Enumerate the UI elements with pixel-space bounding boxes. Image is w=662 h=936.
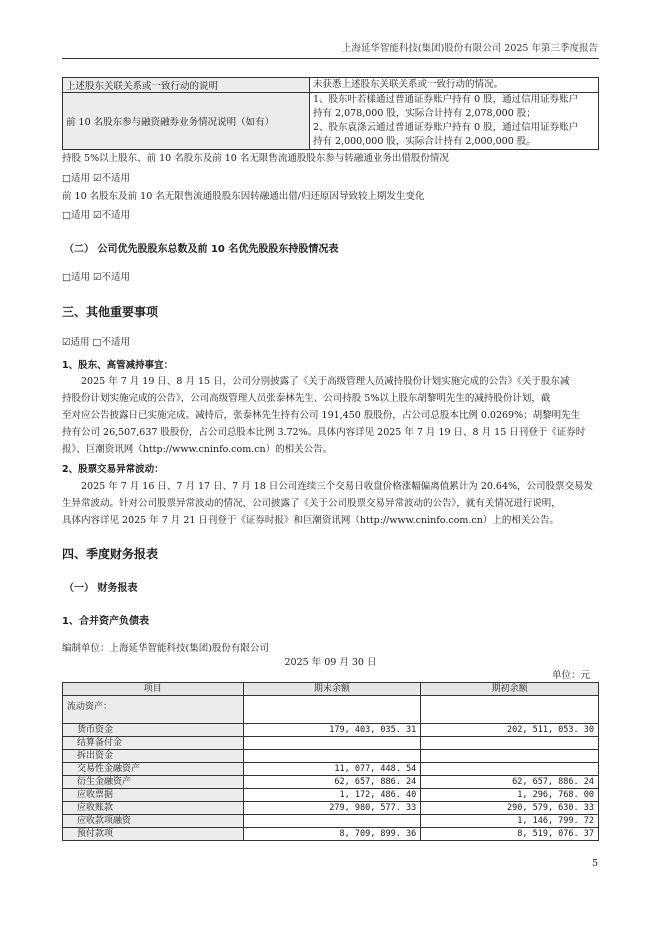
preferred-option: □适用 ☑不适用	[62, 272, 131, 283]
section3-heading: 三、其他重要事项	[62, 305, 159, 319]
table-row	[63, 750, 599, 763]
item2-title: 2、股票交易异常波动：	[62, 464, 164, 475]
section4-heading: 四、季度财务报表	[62, 547, 159, 561]
item1-paragraph	[62, 373, 598, 458]
row-label: 结算备付金	[63, 737, 244, 750]
text-line: 持有 2,000,000 股，实际合计持有 2,000,000 股。	[313, 136, 536, 147]
end-balance	[243, 737, 421, 750]
end-balance: 8, 709, 899. 36	[243, 828, 421, 841]
begin-balance	[421, 737, 599, 750]
report-date: 2025 年 09 月 30 日	[284, 657, 377, 668]
group-label: 流动资产：	[63, 696, 244, 724]
begin-balance: 62, 657, 886. 24	[421, 776, 599, 789]
item2-paragraph	[62, 478, 598, 529]
table-row	[63, 828, 599, 841]
item1-title: 1、股东、高管减持事宜：	[62, 360, 174, 371]
compiler-label: 编制单位：上海延华智能科技(集团)股份有限公司	[62, 643, 269, 654]
column-header: 项目	[63, 683, 244, 696]
table-cell-value	[310, 93, 599, 150]
table-row	[63, 696, 599, 724]
text-line: 1、股东叶若樣通过普通证券账户持有 0 股，通过信用证券账户	[313, 94, 579, 105]
text-line: 生异常波动。针对公司股票异常波动的情况，公司披露了《关于公司股票交易异常波动的公告》，就有关情况进行说明，	[62, 498, 561, 509]
table-row	[63, 802, 599, 815]
change-option: □适用 ☑不适用	[62, 210, 131, 221]
table-cell-value: 未获悉上述股东关联关系或一致行动的情况。	[310, 78, 599, 93]
text-line: 持股份计划实施完成的公告》，公司高级管理人员张泰林先生、公司持股 5%以上股东胡黎明先生的减持股份计划，截	[62, 393, 551, 404]
header-divider	[62, 58, 599, 59]
end-balance: 62, 657, 886. 24	[243, 776, 421, 789]
text-line: 报》、巨潮资讯网（http://www.cninfo.com.cn）的相关公告。	[62, 444, 333, 455]
text-line: 2025 年 7 月 19 日、8 月 15 日，公司分别披露了《关于高级管理人员减持股份计划实施完成的公告》《关于股东减	[81, 376, 570, 387]
preferred-heading: （二） 公司优先股股东总数及前 10 名优先股股东持股情况表	[64, 244, 339, 255]
row-label: 应收款项融资	[63, 815, 244, 828]
row-label: 衍生金融资产	[63, 776, 244, 789]
end-balance: 279, 980, 577. 33	[243, 802, 421, 815]
begin-balance: 290, 579, 630. 33	[421, 802, 599, 815]
table-row	[63, 789, 599, 802]
page-number: 5	[592, 858, 599, 869]
balance-sheet-heading: 1、合并资产负债表	[62, 616, 149, 627]
end-balance	[243, 815, 421, 828]
table-cell	[243, 696, 421, 724]
begin-balance: 8, 519, 076. 37	[421, 828, 599, 841]
text-line: 持有公司 26,507,637 股股份，占公司总股本比例 3.72%。具体内容详见 2025 年 7 月 19 日、8 月 15 日刊登于《证券时	[62, 427, 586, 438]
holder-relation-table	[62, 77, 599, 150]
column-header: 期初余额	[421, 683, 599, 696]
end-balance: 179, 403, 035. 31	[243, 724, 421, 737]
row-label: 应收账款	[63, 802, 244, 815]
column-header: 期末余额	[243, 683, 421, 696]
row-label: 交易性金融资产	[63, 763, 244, 776]
table-row	[63, 737, 599, 750]
table-row	[63, 763, 599, 776]
end-balance: 1, 172, 486. 40	[243, 789, 421, 802]
unit-label: 单位：元	[551, 670, 590, 681]
financial-statements-heading: （一） 财务报表	[64, 583, 138, 594]
table-row	[63, 78, 599, 93]
change-title: 前 10 名股东及前 10 名无限售流通股股东因转融通出借/归还原因导致较上期发生变化	[62, 191, 425, 202]
lending-title: 持股 5%以上股东、前 10 名股东及前 10 名无限售流通股股东参与转融通业务出借股份情况	[62, 153, 449, 164]
table-row	[63, 815, 599, 828]
table-row	[63, 776, 599, 789]
table-cell-label: 前 10 名股东参与融资融券业务情况说明（如有）	[63, 93, 310, 150]
text-line: 2025 年 7 月 16 日、7 月 17 日、7 月 18 日公司连续三个交易日收盘价格涨幅偏离值累计为 20.64%，公司股票交易发	[81, 481, 594, 492]
end-balance: 11, 077, 448. 54	[243, 763, 421, 776]
begin-balance: 202, 511, 053. 30	[421, 724, 599, 737]
text-line: 2、股东袁涤云通过普通证券账户持有 0 股，通过信用证券账户	[313, 122, 579, 133]
row-label: 预付款项	[63, 828, 244, 841]
text-line: 持有 2,078,000 股，实际合计持有 2,078,000 股；	[313, 108, 536, 119]
text-line: 至对应公告披露日已实施完成。减持后，张泰林先生持有公司 191,450 股股份，占公司总股本比例 0.0269%；胡黎明先生	[62, 410, 581, 421]
begin-balance: 1, 296, 768. 00	[421, 789, 599, 802]
table-cell	[421, 696, 599, 724]
report-header: 上海延华智能科技(集团)股份有限公司 2025 年第三季度报告	[341, 43, 598, 54]
row-label: 拆出资金	[63, 750, 244, 763]
table-cell-label: 上述股东关联关系或一致行动的说明	[63, 78, 310, 93]
balance-sheet-table	[62, 682, 599, 841]
table-row	[63, 724, 599, 737]
row-label: 货币资金	[63, 724, 244, 737]
begin-balance	[421, 750, 599, 763]
section3-option: ☑适用 □不适用	[62, 337, 131, 348]
table-header-row	[63, 683, 599, 696]
text-line: 具体内容详见 2025 年 7 月 21 日刊登于《证券时报》和巨潮资讯网（http://www.cninfo.com.cn）上的相关公告。	[62, 515, 559, 526]
lending-option: □适用 ☑不适用	[62, 173, 131, 184]
row-label: 应收票据	[63, 789, 244, 802]
end-balance	[243, 750, 421, 763]
begin-balance: 1, 146, 799. 72	[421, 815, 599, 828]
begin-balance	[421, 763, 599, 776]
table-row	[63, 93, 599, 150]
